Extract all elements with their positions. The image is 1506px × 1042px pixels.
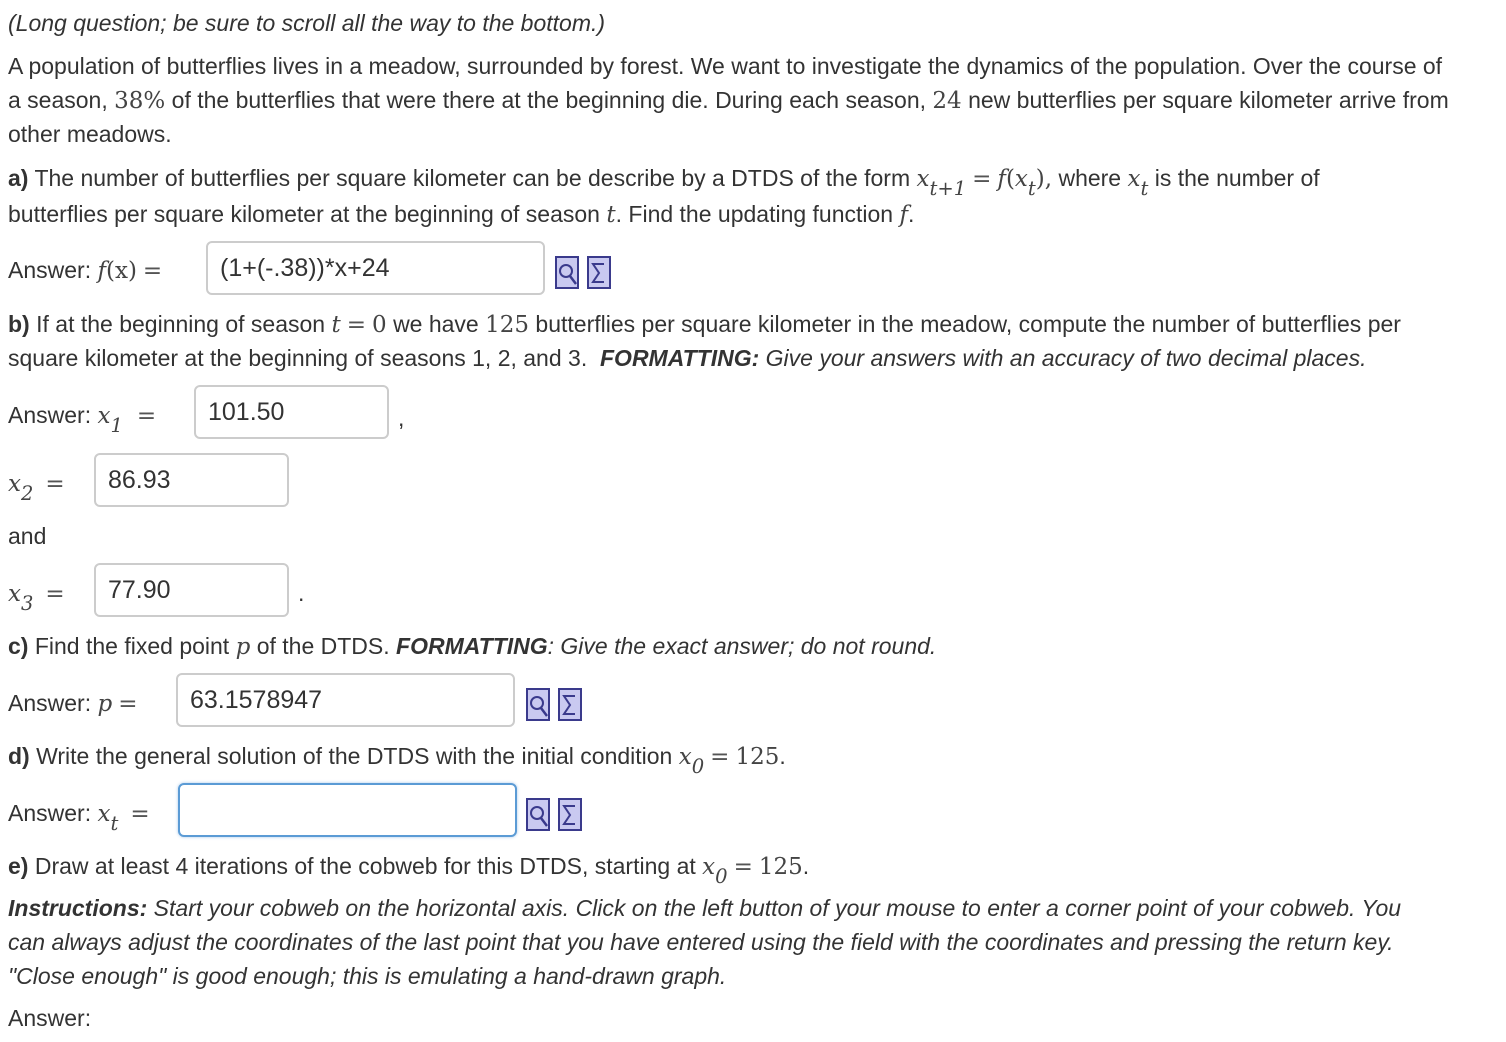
instructions-line2: can always adjust the coordinates of the last point that you have entered using the field with the coordinates and pressing the return key. (8, 929, 1394, 955)
part-a-question-line1: a) The number of butterflies per square kilometer can be describe by a DTDS of the form $x_{t+1} = f(x_t)$, where $x_t$ is the number of (8, 165, 1320, 200)
answer-x1-input[interactable]: 101.50 (194, 385, 389, 439)
answer-a-input[interactable]: (1+(-.38))*x+24 (206, 241, 545, 295)
part-d-label: d) (8, 743, 30, 769)
part-d-answer-label: Answer: $x_t$ = (8, 800, 150, 835)
and-text: and (8, 523, 47, 549)
immigration-number: 24 (932, 88, 962, 114)
part-a-question-line2: butterflies per square kilometer at the beginning of season t. Find the updating function f. (8, 201, 915, 228)
part-c-question: c) Find the fixed point p of the DTDS. FORMATTING: Give the exact answer; do not round. (8, 633, 937, 660)
part-e-answer-label: Answer: (8, 1005, 92, 1031)
part-e-question: e) Draw at least 4 iterations of the cobweb for this DTDS, starting at $x_0 = 125$. (8, 853, 810, 888)
answer-d-input[interactable] (178, 783, 517, 837)
answer-x2-input[interactable]: 86.93 (94, 453, 289, 507)
part-a-label: a) (8, 165, 29, 191)
preview-icon[interactable] (526, 688, 552, 722)
answer-c-tools (526, 688, 586, 724)
intro-note: (Long question; be sure to scroll all the way to the bottom.) (8, 10, 606, 36)
instructions-line3: "Close enough" is good enough; this is emulating a hand-drawn graph. (8, 963, 727, 989)
part-b-question-line2: square kilometer at the beginning of seasons 1, 2, and 3. FORMATTING: Give your answers with an accuracy of two decimal places. (8, 345, 1367, 371)
instructions-line1: Instructions: Start your cobweb on the horizontal axis. Click on the left button of your mouse to enter a corner point of your cobweb. You (8, 895, 1402, 921)
answer-d-tools (526, 798, 586, 834)
part-c-answer-label: Answer: p = (8, 690, 138, 717)
part-b-answer-label: Answer: $x_1$ = (8, 402, 157, 437)
death-percent: 38% (114, 88, 166, 114)
part-c-label: c) (8, 633, 29, 659)
part-d-question: d) Write the general solution of the DTDS with the initial condition $x_0 = 125$. (8, 743, 786, 778)
answer-c-input[interactable]: 63.1578947 (176, 673, 515, 727)
problem-text-line1: A population of butterflies lives in a meadow, surrounded by forest. We want to investigate the dynamics of the population. Over the course of (8, 53, 1443, 79)
part-e-label: e) (8, 853, 29, 879)
x3-label: $x_3$ = (8, 581, 65, 615)
x2-label: $x_2$ = (8, 471, 65, 505)
problem-text-line2: a season, 38% of the butterflies that were there at the beginning die. During each season, 24 new butterflies per square kilometer arrive from (8, 87, 1449, 114)
part-a-answer-label: Answer: f(x) = (8, 257, 163, 284)
answer-a-tools (555, 256, 615, 292)
period: . (298, 580, 305, 606)
answer-x3-input[interactable]: 77.90 (94, 563, 289, 617)
equation-editor-icon[interactable] (558, 798, 584, 832)
preview-icon[interactable] (555, 256, 581, 290)
problem-text-line3: other meadows. (8, 121, 172, 147)
equation-editor-icon[interactable] (558, 688, 584, 722)
preview-icon[interactable] (526, 798, 552, 832)
part-b-label: b) (8, 311, 30, 337)
comma: , (398, 405, 405, 431)
part-b-question-line1: b) If at the beginning of season t = 0 we have 125 butterflies per square kilometer in the meadow, compute the number of butterflies per (8, 311, 1401, 338)
equation-editor-icon[interactable] (587, 256, 613, 290)
